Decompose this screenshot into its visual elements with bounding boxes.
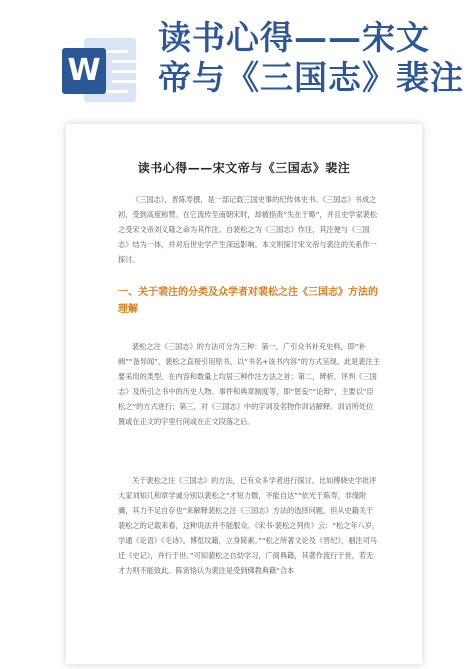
header-title [158,18,463,98]
section-heading: 一、关于裴注的分类及众学者对裴松之注《三国志》方法的理解 [118,287,378,315]
word-icon-line [112,80,142,83]
document-page [66,124,422,664]
intro-paragraph: 《三国志》，晋陈寿撰，是一部记载三国史事的纪传体史书。《三国志》书成之初，受到高度称赞。在它流传至南朝宋时，却被指责“失在于略”，并且史学家裴松之受宋文帝刘义隆之命为其作注。自裴松之为《三国志》作注，其注便与《三国志》结为一体，并对后世史学产生深远影响。本文则探讨宋文帝与裴注的关系作一探讨。 [118,195,378,264]
header-title-line1: 读书心得——宋文 [158,18,430,57]
word-icon-line [112,70,142,73]
header-title-line2: 帝与《三国志》裴注 [158,58,464,97]
word-app-icon [62,38,136,104]
body-paragraph: 关于裴松之注《三国志》的方法，已有众多学者进行探讨。比如傅晓史学批评大家刘知几和章学诚分别以裴松之“才短力微，不能自达”“依光于陈寿，非缘附骥，其力不足自存也”来解释裴松之注《三国志》方法的选择问题，但从史籍关于裴松之的记载来看，这种说法并不能服众。《宋书·裴松之列传》云：“松之年八岁，学通《论语》《毛诗》。博览坟籍，立身简素。”“松之所著文论及《晋纪》，骃注司马迁《史记》，并行于世。”可知裴松之自幼学习，广阅典籍，其著作流行于世，若无才力则不能致此。陈寅恪认为裴注是受到佛教典籍“合本 [118,476,380,575]
word-icon-line [112,60,142,63]
body-paragraph: 裴松之注《三国志》的方法可分为三种：第一，广引众书补充史料，即“补阙”“备异闻”，裴松之直接引用原书，以“书名+该书内容”的方式呈现。此是裴注主要采用的类型，在内容和数量上均居三种作注方法之首；第二，辨析、评判《三国志》及所引之书中的历史人物、事件和典章制度等，即“惩妄”“论辩”，主要以“臣松之”的方式进行；第三，对《三国志》中的字词及名物作训诂解释。训诂所处位置或在正文的字里行间或在正文段落之后。 [118,342,380,426]
document-title: 读书心得——宋文帝与《三国志》裴注 [137,161,351,175]
word-icon-letter: W [62,48,106,94]
header-banner [0,0,474,118]
